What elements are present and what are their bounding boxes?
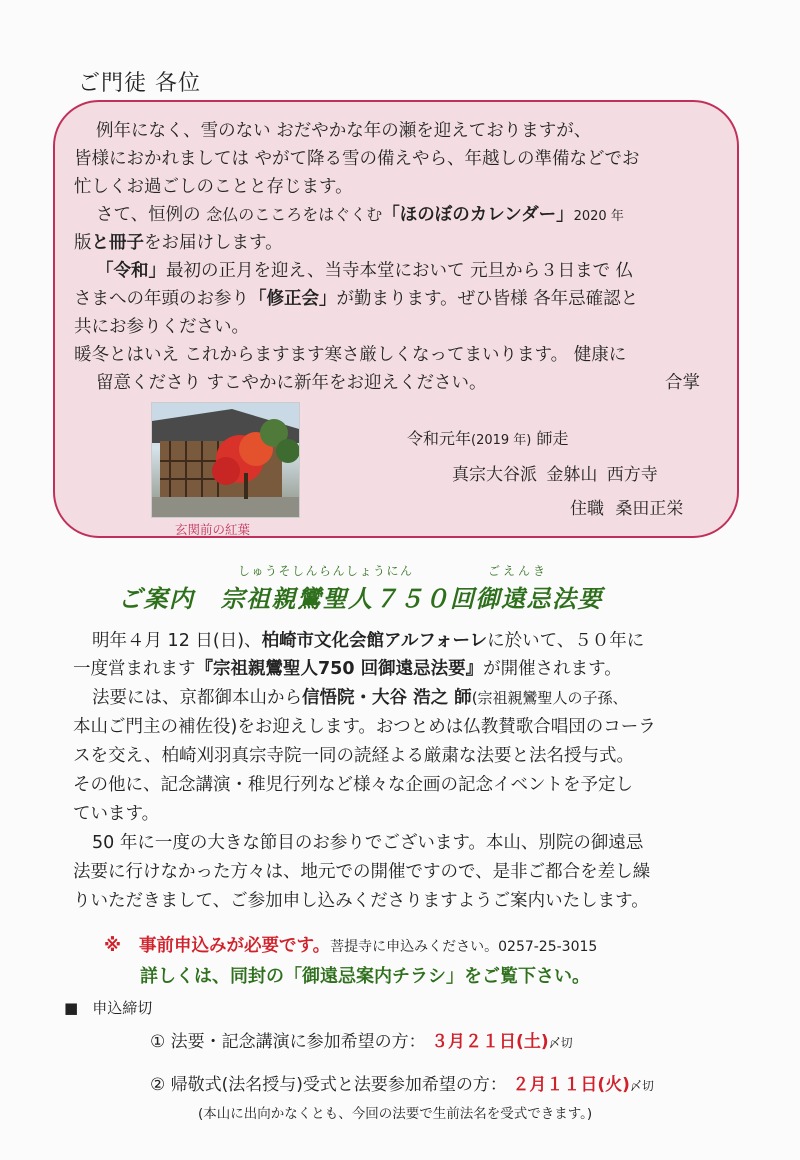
deadline-note: (本山に出向かなくとも、今回の法要で生前法名を受式できます。) [198,1106,593,1122]
letter-line: 共にお参りください。 [74,317,249,337]
priest-name: 住職 桑田正栄 [570,499,684,519]
letter-line: 皆様におかれましては やがて降る雪の備えやら、年越しの準備などでお [74,149,640,169]
body-line: その他に、記念講演・稚児行列など様々な企画の記念イベントを予定し [73,775,633,795]
contact-info: 菩提寺に申込みください。0257-25-3015 [330,939,598,955]
letter-line [74,285,714,313]
officiant-name: 信悟院・大谷 浩之 師 [302,688,472,708]
temple-entrance-photo [151,402,300,518]
letter-line: 忙しくお過ごしのことと存じます。 [74,177,353,197]
deadline-title: 申込締切 [92,999,153,1017]
deadline-item-1 [150,1027,573,1052]
letter-text: が勤まります。ぜひ皆様 各年忌確認と [336,289,639,309]
body-text: 一度営まれます [73,659,196,679]
title-ruby: しゅうそしんらんしょうにん [238,564,414,578]
body-text: (宗祖親鸞聖人の子孫、 [471,689,628,707]
item-number: ① [150,1032,166,1052]
deadline-suffix: 〆切 [629,1079,654,1093]
letter-line: 暖冬とはいえ これからますます寒さ厳しくなってまいります。 健康に [74,345,627,365]
item-text: 帰敬式(法名授与)受式と法要参加希望の方： [170,1075,507,1095]
body-line: 法要に行けなかった方々は、地元での開催ですので、是非ご都合を差し繰 [73,862,651,882]
body-line: ています。 [73,804,160,824]
letter-line [96,257,736,285]
era-name: 「令和」 [96,261,166,281]
closing-date-year: (2019 年) [471,433,532,448]
photo-caption: 玄関前の紅葉 [175,522,251,537]
letter-text: と [91,233,109,253]
body-text: が開催されます。 [483,659,622,679]
letter-text: 最初の正月を迎え、当寺本堂において 元旦から３日まで 仏 [166,261,634,281]
calendar-year: 2020 年 [573,209,624,224]
letter-text: 留意くださり すこやかに新年をお迎えください。 [96,373,487,393]
letter-line [96,369,700,397]
memorial-service-title: 『宗祖親鸞聖人750 回御遠忌法要』 [195,659,484,679]
notice-mark: ※ [104,936,122,956]
body-line [92,684,752,713]
calendar-name: 「ほのぼのカレンダー」 [382,205,574,225]
letter-line: 例年になく、雪のない おだやかな年の瀬を迎えておりますが、 [96,121,592,141]
letter-line [96,201,736,231]
gassho: 合掌 [665,373,700,393]
memorial-service-name: 宗祖親鸞聖人７５０回御遠忌法要 [220,585,603,613]
closing-date-month: 師走 [531,429,569,448]
details-notice: 詳しくは、同封の「御遠忌案内チラシ」をご覧下さい。 [140,966,590,987]
announcement-label: ご案内 [118,585,195,613]
deadline-date: ２月１１日(火) [512,1075,630,1095]
deadline-item-2 [150,1070,654,1095]
registration-required: 事前申込みが必要です。 [139,936,331,956]
salutation: ご門徒 各位 [78,71,201,96]
announcement-title [118,579,603,614]
calendar-motto: 念仏のこころをはぐくむ [206,205,383,224]
body-line: りいただきまして、ご参加申し込みくださりますようご案内いたします。 [73,891,649,911]
title-ruby: ごえんき [488,564,549,578]
letter-line [74,229,714,257]
letter-text: をお届けします。 [144,233,283,253]
letter-text: さまへの年頭のお参り [74,289,249,309]
bullet-square: ■ [64,999,79,1017]
letter-text: さて、恒例の [96,205,207,225]
autumn-leaves-illustration [152,403,299,517]
deadline-header [64,997,152,1018]
body-text: 法要には、京都御本山から [92,688,302,708]
body-line [73,655,733,684]
temple-name: 真宗大谷派 金躰山 西方寺 [452,465,658,485]
booklet-label: 冊子 [109,233,144,253]
service-name: 「修正会」 [249,289,337,309]
body-line [92,627,752,656]
closing-date-era: 令和元年 [407,429,472,448]
body-line: 本山ご門主の補佐役)をお迎えします。おつとめは仏教賛歌合唱団のコーラ [73,717,656,737]
item-number: ② [150,1075,166,1095]
body-text: 明年４月 12 日(日)、 [92,631,262,651]
deadline-date: ３月２１日(土) [431,1032,549,1052]
body-text: に於いて、５０年に [487,631,645,651]
item-text: 法要・記念講演に参加希望の方： [170,1032,426,1052]
letter-text: 版 [74,233,92,253]
venue-name: 柏崎市文化会館アルフォーレ [261,631,488,651]
body-line: スを交え、柏崎刈羽真宗寺院一同の読経よる厳粛な法要と法名授与式。 [73,746,635,766]
deadline-suffix: 〆切 [548,1036,573,1050]
closing-date [407,426,568,449]
body-line: 50 年に一度の大きな節目のお参りでございます。本山、別院の御遠忌 [92,833,644,853]
notice-line [104,932,597,957]
